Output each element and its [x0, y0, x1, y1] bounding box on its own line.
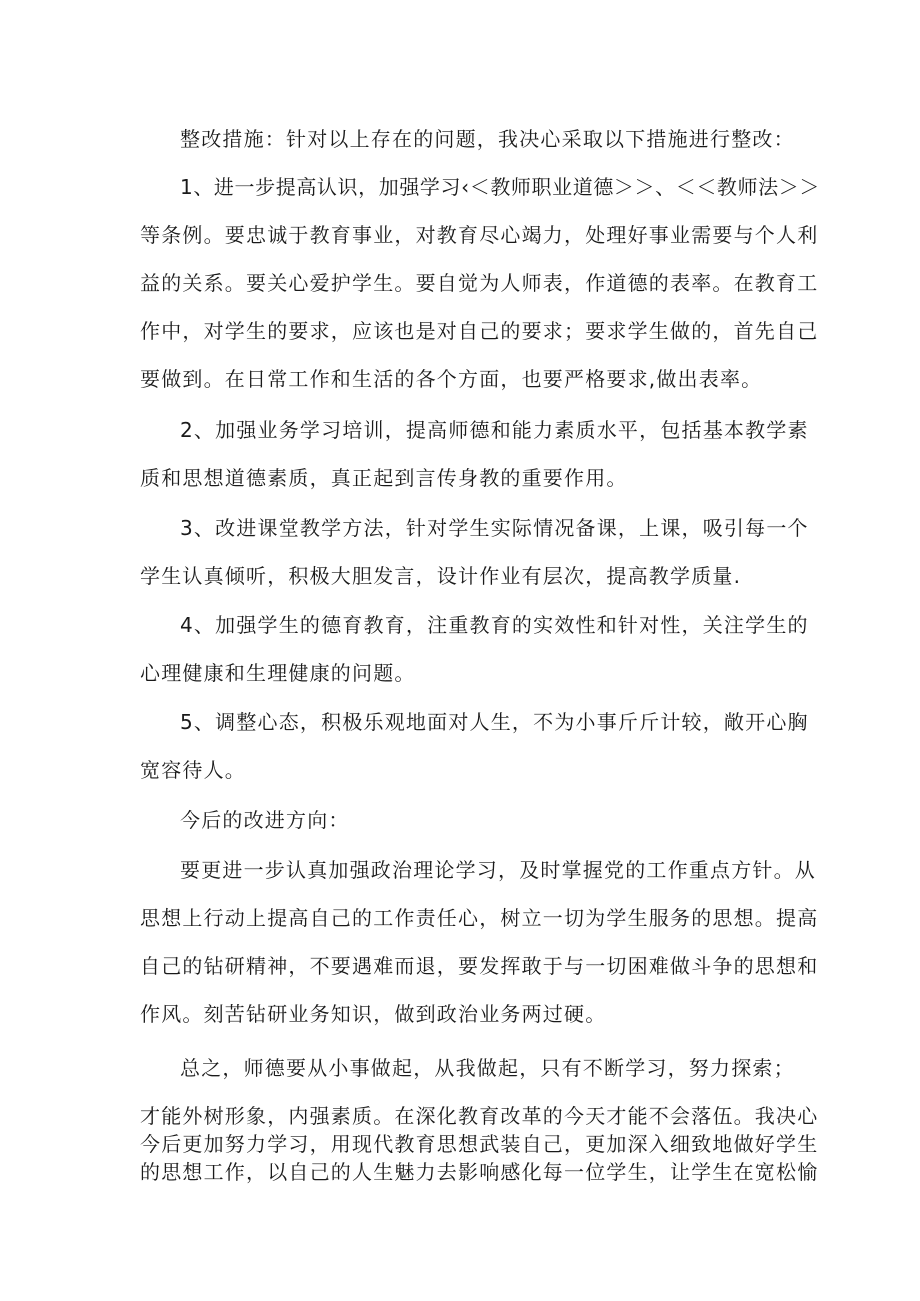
item4-line-1: 4、加强学生的德育教育，注重教育的实效性和针对性，关注学生的: [180, 613, 809, 637]
item2-line-1: 2、加强业务学习培训，提高师德和能力素质水平，包括基本教学素: [180, 418, 809, 442]
item1-line-4: 作中，对学生的要求，应该也是对自己的要求；要求学生做的，首先自己: [140, 319, 819, 343]
item2-line-2: 质和思想道德素质，真正起到言传身教的重要作用。: [140, 466, 628, 490]
item1-line-1: 1、进一步提高认识，加强学习‹＜教师职业道德＞＞、＜＜教师法＞＞: [180, 175, 820, 199]
summary-line-2: 才能外树形象，内强素质。在深化教育改革的今天才能不会落伍。我决心: [140, 1104, 819, 1128]
direction-line-2: 思想上行动上提高自己的工作责任心，树立一切为学生服务的思想。提高: [140, 906, 819, 930]
direction-line-1: 要更进一步认真加强政治理论学习，及时掌握党的工作重点方针。从: [180, 858, 816, 882]
item1-line-2: 等条例。要忠诚于教育事业，对教育尽心竭力，处理好事业需要与个人利: [140, 223, 819, 247]
summary-line-4: 的思想工作，以自己的人生魅力去影响感化每一位学生，让学生在宽松愉: [140, 1160, 819, 1184]
item3-line-1: 3、改进课堂教学方法，针对学生实际情况备课，上课，吸引每一个: [180, 516, 809, 540]
item4-line-2: 心理健康和生理健康的问题。: [140, 661, 416, 685]
item5-line-2: 宽容待人。: [140, 758, 246, 782]
direction-heading: 今后的改进方向：: [180, 808, 350, 832]
summary-line-1: 总之，师德要从小事做起，从我做起，只有不断学习，努力探索；: [180, 1056, 795, 1080]
direction-line-3: 自己的钻研精神，不要遇难而退，要发挥敢于与一切困难做斗争的思想和: [140, 954, 819, 978]
direction-line-4: 作风。刻苦钻研业务知识，做到政治业务两过硬。: [140, 1002, 607, 1026]
item3-line-2: 学生认真倾听，积极大胆发言，设计作业有层次，提高教学质量.: [140, 564, 742, 588]
measures-heading: 整改措施：针对以上存在的问题，我决心采取以下措施进行整改：: [180, 127, 795, 151]
item1-line-3: 益的关系。要关心爱护学生。要自觉为人师表，作道德的表率。在教育工: [140, 271, 819, 295]
item5-line-1: 5、调整心态，积极乐观地面对人生，不为小事斤斤计较，敞开心胸: [180, 710, 809, 734]
summary-line-3: 今后更加努力学习，用现代教育思想武装自己，更加深入细致地做好学生: [140, 1132, 819, 1156]
item1-line-5: 要做到。在日常工作和生活的各个方面，也要严格要求,做出表率。: [140, 367, 763, 391]
